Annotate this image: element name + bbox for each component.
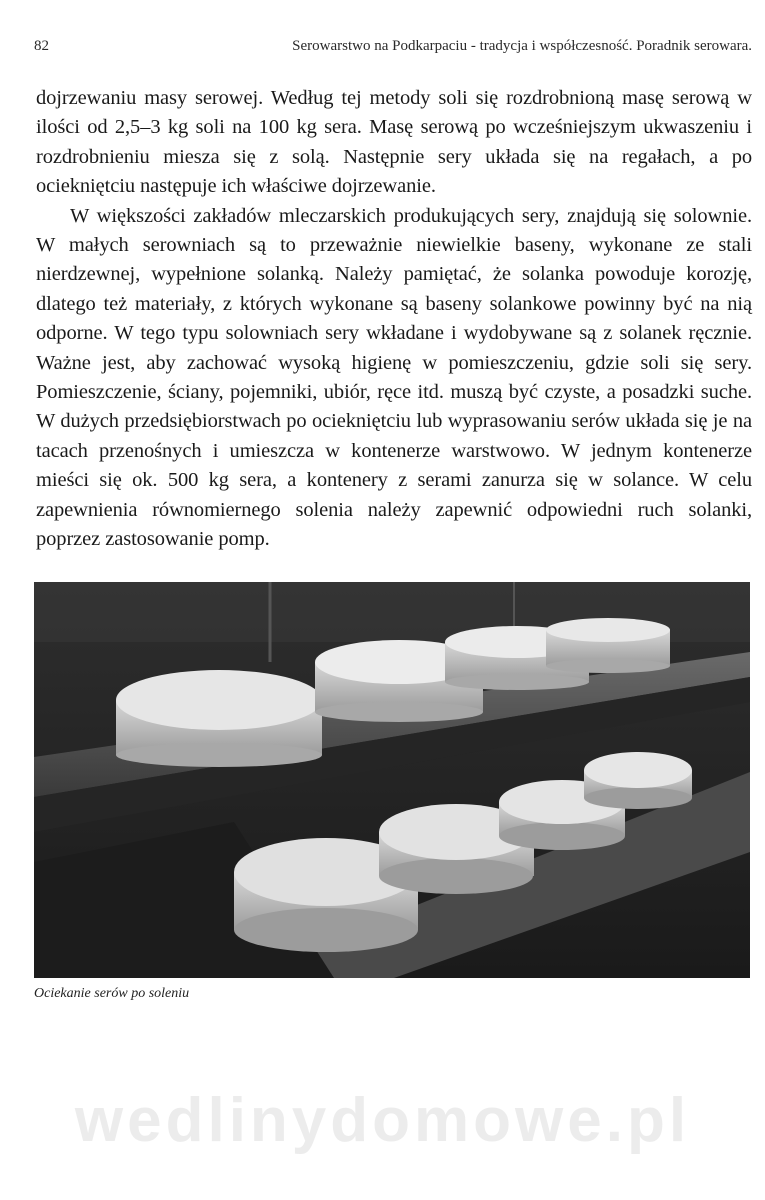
watermark: wedlinydomowe.pl bbox=[74, 1086, 691, 1155]
paragraph-continued: dojrzewaniu masy serowej. Według tej metody soli się rozdrobnioną masę serową w ilości od 2,5–3 kg soli na 100 kg sera. Masę serową po wcześniejszym ukwaszeniu i rozdrobnieniu miesza się z solą. Następnie sery układa się na regałach, a po ociekniętciu następuje ich właściwe dojrzewanie. bbox=[36, 87, 752, 198]
page-header bbox=[34, 38, 752, 62]
body-text bbox=[36, 84, 752, 555]
figure-caption: Ociekanie serów po soleniu bbox=[34, 986, 190, 1001]
cheese-draining-photo bbox=[34, 582, 750, 978]
running-title: Serowarstwo na Podkarpaciu - tradycja i współczesność. Poradnik serowara. bbox=[292, 38, 752, 54]
page-number: 82 bbox=[34, 38, 49, 54]
paragraph-solownie: W większości zakładów mleczarskich produkujących sery, znajdują się solownie. W małych serowniach są to przeważnie niewielkie baseny, wykonane ze stali nierdzewnej, wypełnione solanką. Należy pamiętać, że solanka powoduje korozję, dlatego też materiały, z których wykonane są baseny solankowe powinny być na nią odporne. W tego typu solowniach sery wkładane i wydobywane są z solanek ręcznie. Ważne jest, aby zachować wysoką higienę w pomieszczeniu, gdzie soli się sery. Pomieszczenie, ściany, pojemniki, ubiór, ręce itd. muszą być czyste, a posadzki suche. W dużych przedsiębiorstwach po ociekniętciu lub wyprasowaniu serów układa się je na tacach przenośnych i umieszcza w kontenerze warstwowo. W jednym kontenerze mieści się ok. 500 kg sera, a kontenery z serami zanurza się w solance. W celu zapewnienia równomiernego solenia należy zapewnić odpowiedni ruch solanki, poprzez zastosowanie pomp. bbox=[36, 204, 752, 551]
